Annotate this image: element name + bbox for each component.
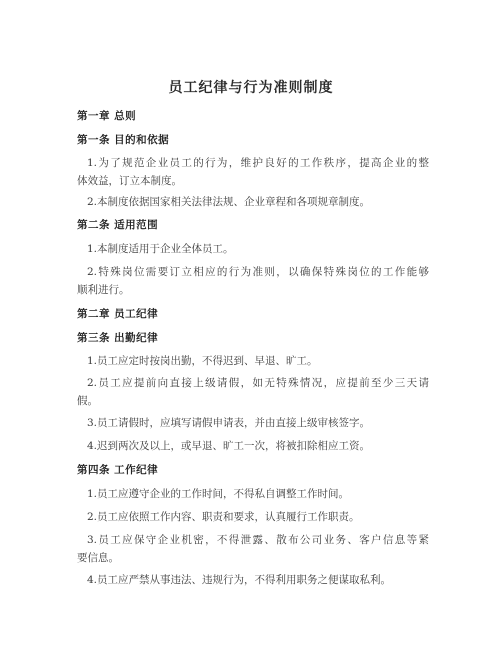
paragraph-line: 2.员工应提前向直接上级请假，如无特殊情况，应提前至少三天请 bbox=[87, 377, 429, 389]
paragraph-line: 4.员工应严禁从事违法、违规行为，不得利用职务之便谋取私利。 bbox=[87, 574, 392, 586]
document-title: 员工纪律与行为准则制度 bbox=[168, 80, 334, 96]
article-heading: 第二条 适用范围 bbox=[77, 219, 159, 231]
paragraph-line: 2.特殊岗位需要订立相应的行为准则，以确保特殊岗位的工作能够 bbox=[87, 266, 429, 278]
paragraph-line: 3.员工请假时，应填写请假申请表，并由直接上级审核签字。 bbox=[87, 417, 371, 429]
paragraph-line: 2.员工应依照工作内容、职责和要求，认真履行工作职责。 bbox=[87, 511, 360, 523]
paragraph-line: 3.员工应保守企业机密，不得泄露、散布公司业务、客户信息等紧 bbox=[87, 534, 429, 546]
paragraph-line: 要信息。 bbox=[77, 552, 119, 564]
article-heading: 第四条 工作纪律 bbox=[77, 464, 159, 476]
paragraph-line: 2.本制度依据国家相关法律法规、企业章程和各项规章制度。 bbox=[87, 196, 371, 208]
chapter-heading: 第一章 总则 bbox=[77, 110, 137, 122]
paragraph-line: 1.本制度适用于企业全体员工。 bbox=[87, 243, 234, 255]
paragraph-line: 1.员工应遵守企业的工作时间，不得私自调整工作时间。 bbox=[87, 488, 350, 500]
paragraph-line: 4.迟到两次及以上，或早退、旷工一次，将被扣除相应工资。 bbox=[87, 440, 371, 452]
article-heading: 第一条 目的和依据 bbox=[77, 134, 170, 146]
paragraph-line: 体效益，订立本制度。 bbox=[77, 175, 182, 187]
paragraph-line: 1.为了规范企业员工的行为，维护良好的工作秩序，提高企业的整 bbox=[87, 157, 429, 169]
paragraph-line: 假。 bbox=[77, 395, 98, 407]
paragraph-line: 1.员工应定时按岗出勤，不得迟到、早退、旷工。 bbox=[87, 355, 318, 367]
paragraph-line: 顺利进行。 bbox=[77, 284, 130, 296]
chapter-heading: 第二章 员工纪律 bbox=[77, 308, 159, 320]
article-heading: 第三条 出勤纪律 bbox=[77, 332, 159, 344]
